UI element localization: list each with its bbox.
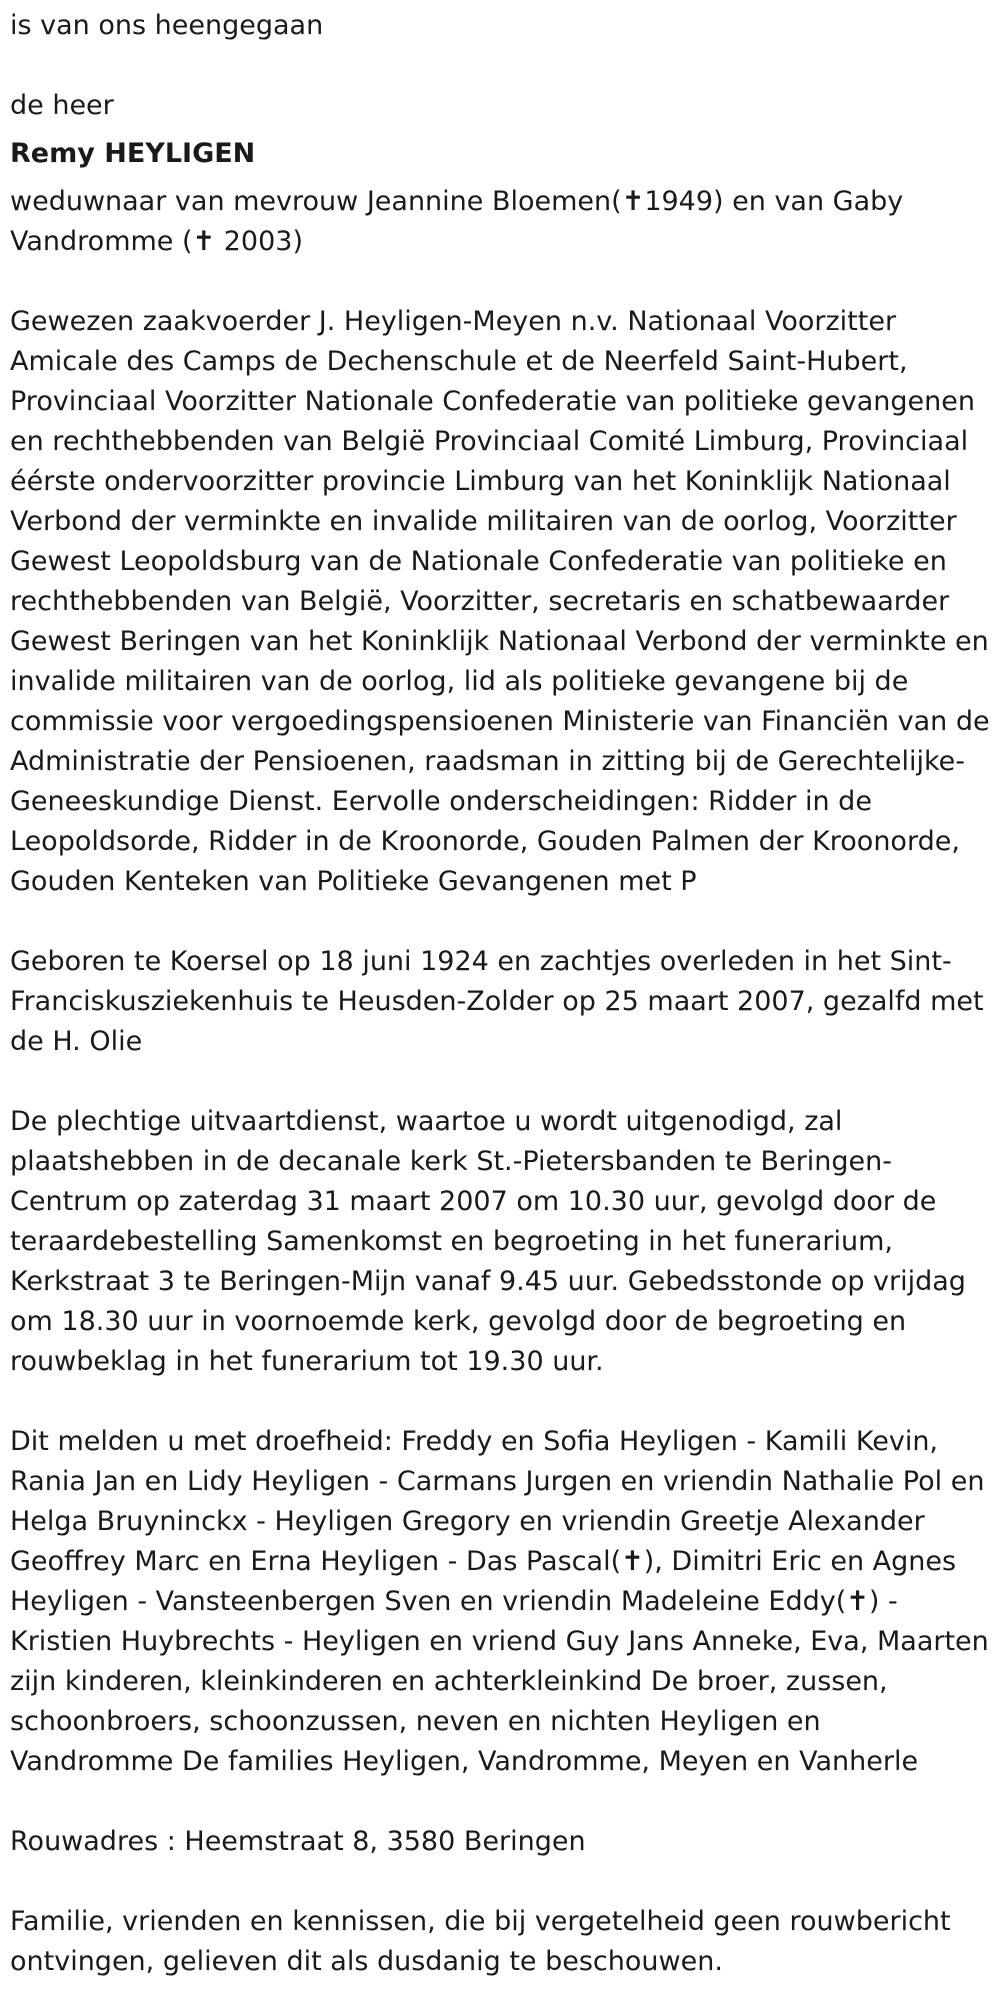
mourning-address: Rouwadres : Heemstraat 8, 3580 Beringen xyxy=(10,1826,586,1857)
closing-paragraph: Familie, vrienden en kennissen, die bij vergetelheid geen rouwbericht ontvingen, gelieven dit als dusdanig te beschouwen. xyxy=(10,1906,951,1977)
service-paragraph: De plechtige uitvaartdienst, waartoe u wordt uitgenodigd, zal plaatshebben in de decanale kerk St.-Pietersbanden te Beringen-Centrum op zaterdag 31 maart 2007 om 10.30 uur, gevolgd door de teraardebestelling Samenkomst en begroeting in het funerarium, Kerkstraat 3 te Beringen-Mijn vanaf 9.45 uur. Gebedsstonde op vrijdag om 18.30 uur in voornoemde kerk, gevolgd door de begroeting en rouwbeklag in het funerarium tot 19.30 uur. xyxy=(10,1106,966,1377)
intro-text: is van ons heengegaan xyxy=(10,10,324,41)
family-paragraph: Dit melden u met droefheid: Freddy en Sofia Heyligen - Kamili Kevin, Rania Jan en Lidy Heyligen - Carmans Jurgen en vriendin Nathalie Pol en Helga Bruyninckx - Heyligen Gregory en vriendin Greetje Alexander Geoffrey Marc en Erna Heyligen - Das Pascal(✝), Dimitri Eric en Agnes Heyligen - Vansteenbergen Sven en vriendin Madeleine Eddy(✝) - Kristien Huybrechts - Heyligen en vriend Guy Jans Anneke, Eva, Maarten zijn kinderen, kleinkinderen en achterkleinkind De broer, zussen, schoonbroers, schoonzussen, neven en nichten Heyligen en Vandromme De families Heyligen, Vandromme, Meyen en Vanherle xyxy=(10,1426,989,1777)
career-paragraph: Gewezen zaakvoerder J. Heyligen-Meyen n.v. Nationaal Voorzitter Amicale des Camps de Dechenschule et de Neerfeld Saint-Hubert, Provinciaal Voorzitter Nationale Confederatie van politieke gevangenen en rechthebbenden van België Provinciaal Comité Limburg, Provinciaal éérste ondervoorzitter provincie Limburg van het Koninklijk Nationaal Verbond der verminkte en invalide militairen van de oorlog, Voorzitter Gewest Leopoldsburg van de Nationale Confederatie van politieke en rechthebbenden van België, Voorzitter, secretaris en schatbewaarder Gewest Beringen van het Koninklijk Nationaal Verbond der verminkte en invalide militairen van de oorlog, lid als politieke gevangene bij de commissie voor vergoedingspensioenen Ministerie van Financiën van de Administratie der Pensioenen, raadsman in zitting bij de Gerechtelijke-Geneeskundige Dienst. Eervolle onderscheidingen: Ridder in de Leopoldsorde, Ridder in de Kroonorde, Gouden Palmen der Kroonorde, Gouden Kenteken van Politieke Gevangenen met P xyxy=(10,306,990,897)
birth-death-paragraph: Geboren te Koersel op 18 juni 1924 en zachtjes overleden in het Sint-Franciskusziekenhuis te Heusden-Zolder op 25 maart 2007, gezalfd met de H. Olie xyxy=(10,946,984,1057)
spouse-line: weduwnaar van mevrouw Jeannine Bloemen(✝1949) en van Gaby Vandromme (✝ 2003) xyxy=(10,186,904,257)
obituary-page xyxy=(10,6,990,1982)
title-prefix: de heer xyxy=(10,90,114,121)
deceased-name: Remy HEYLIGEN xyxy=(10,138,256,169)
